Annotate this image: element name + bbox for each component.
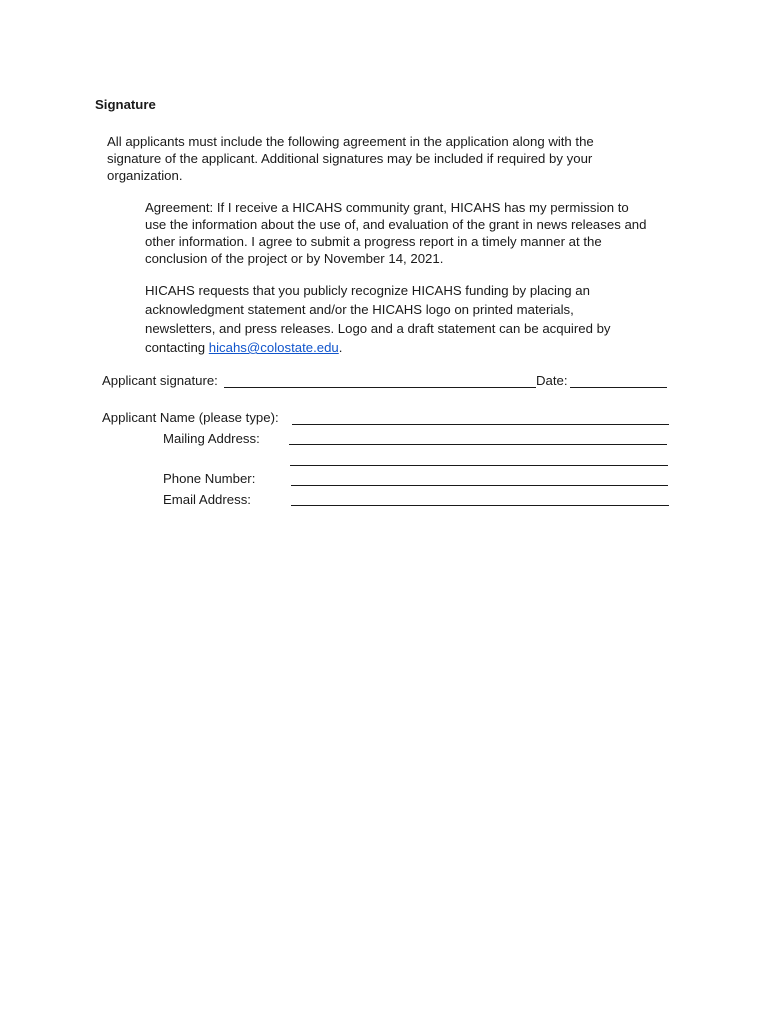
phone-number-label: Phone Number: — [163, 471, 256, 486]
recognition-line: HICAHS requests that you publicly recognize HICAHS funding by placing an — [145, 283, 590, 298]
email-address-label: Email Address: — [163, 492, 251, 507]
agreement-paragraph — [145, 199, 646, 267]
agreement-line: use the information about the use of, and evaluation of the grant in news releases and — [145, 217, 647, 232]
email-address-field-line[interactable] — [291, 505, 669, 506]
intro-line: organization. — [107, 168, 183, 183]
recognition-paragraph — [145, 281, 611, 357]
recognition-line: acknowledgment statement and/or the HICAHS logo on printed materials, — [145, 302, 574, 317]
mailing-address-label: Mailing Address: — [163, 431, 260, 446]
mailing-address-field-line-2[interactable] — [290, 465, 668, 466]
applicant-name-field-line[interactable] — [292, 424, 669, 425]
email-link[interactable]: hicahs@colostate.edu — [208, 340, 339, 355]
agreement-line: Agreement: If I receive a HICAHS community grant, HICAHS has my permission to — [145, 200, 629, 215]
contact-suffix: . — [338, 340, 343, 355]
intro-line: All applicants must include the following agreement in the application along with the — [107, 134, 594, 149]
phone-number-field-line[interactable] — [291, 485, 668, 486]
recognition-line-contact — [145, 338, 611, 357]
contact-prefix: contacting — [145, 340, 209, 355]
date-label: Date: — [536, 373, 568, 388]
agreement-line: other information. I agree to submit a progress report in a timely manner at the — [145, 234, 602, 249]
intro-paragraph — [107, 133, 594, 184]
date-field-line[interactable] — [570, 387, 667, 388]
recognition-line: newsletters, and press releases. Logo and a draft statement can be acquired by — [145, 321, 611, 336]
mailing-address-field-line[interactable] — [289, 444, 667, 445]
intro-line: signature of the applicant. Additional signatures may be included if required by your — [107, 151, 593, 166]
applicant-name-label: Applicant Name (please type): — [102, 410, 279, 425]
section-heading: Signature — [95, 97, 156, 112]
agreement-line: conclusion of the project or by November 14, 2021. — [145, 251, 444, 266]
signature-field-line[interactable] — [224, 387, 536, 388]
signature-label: Applicant signature: — [102, 373, 218, 388]
